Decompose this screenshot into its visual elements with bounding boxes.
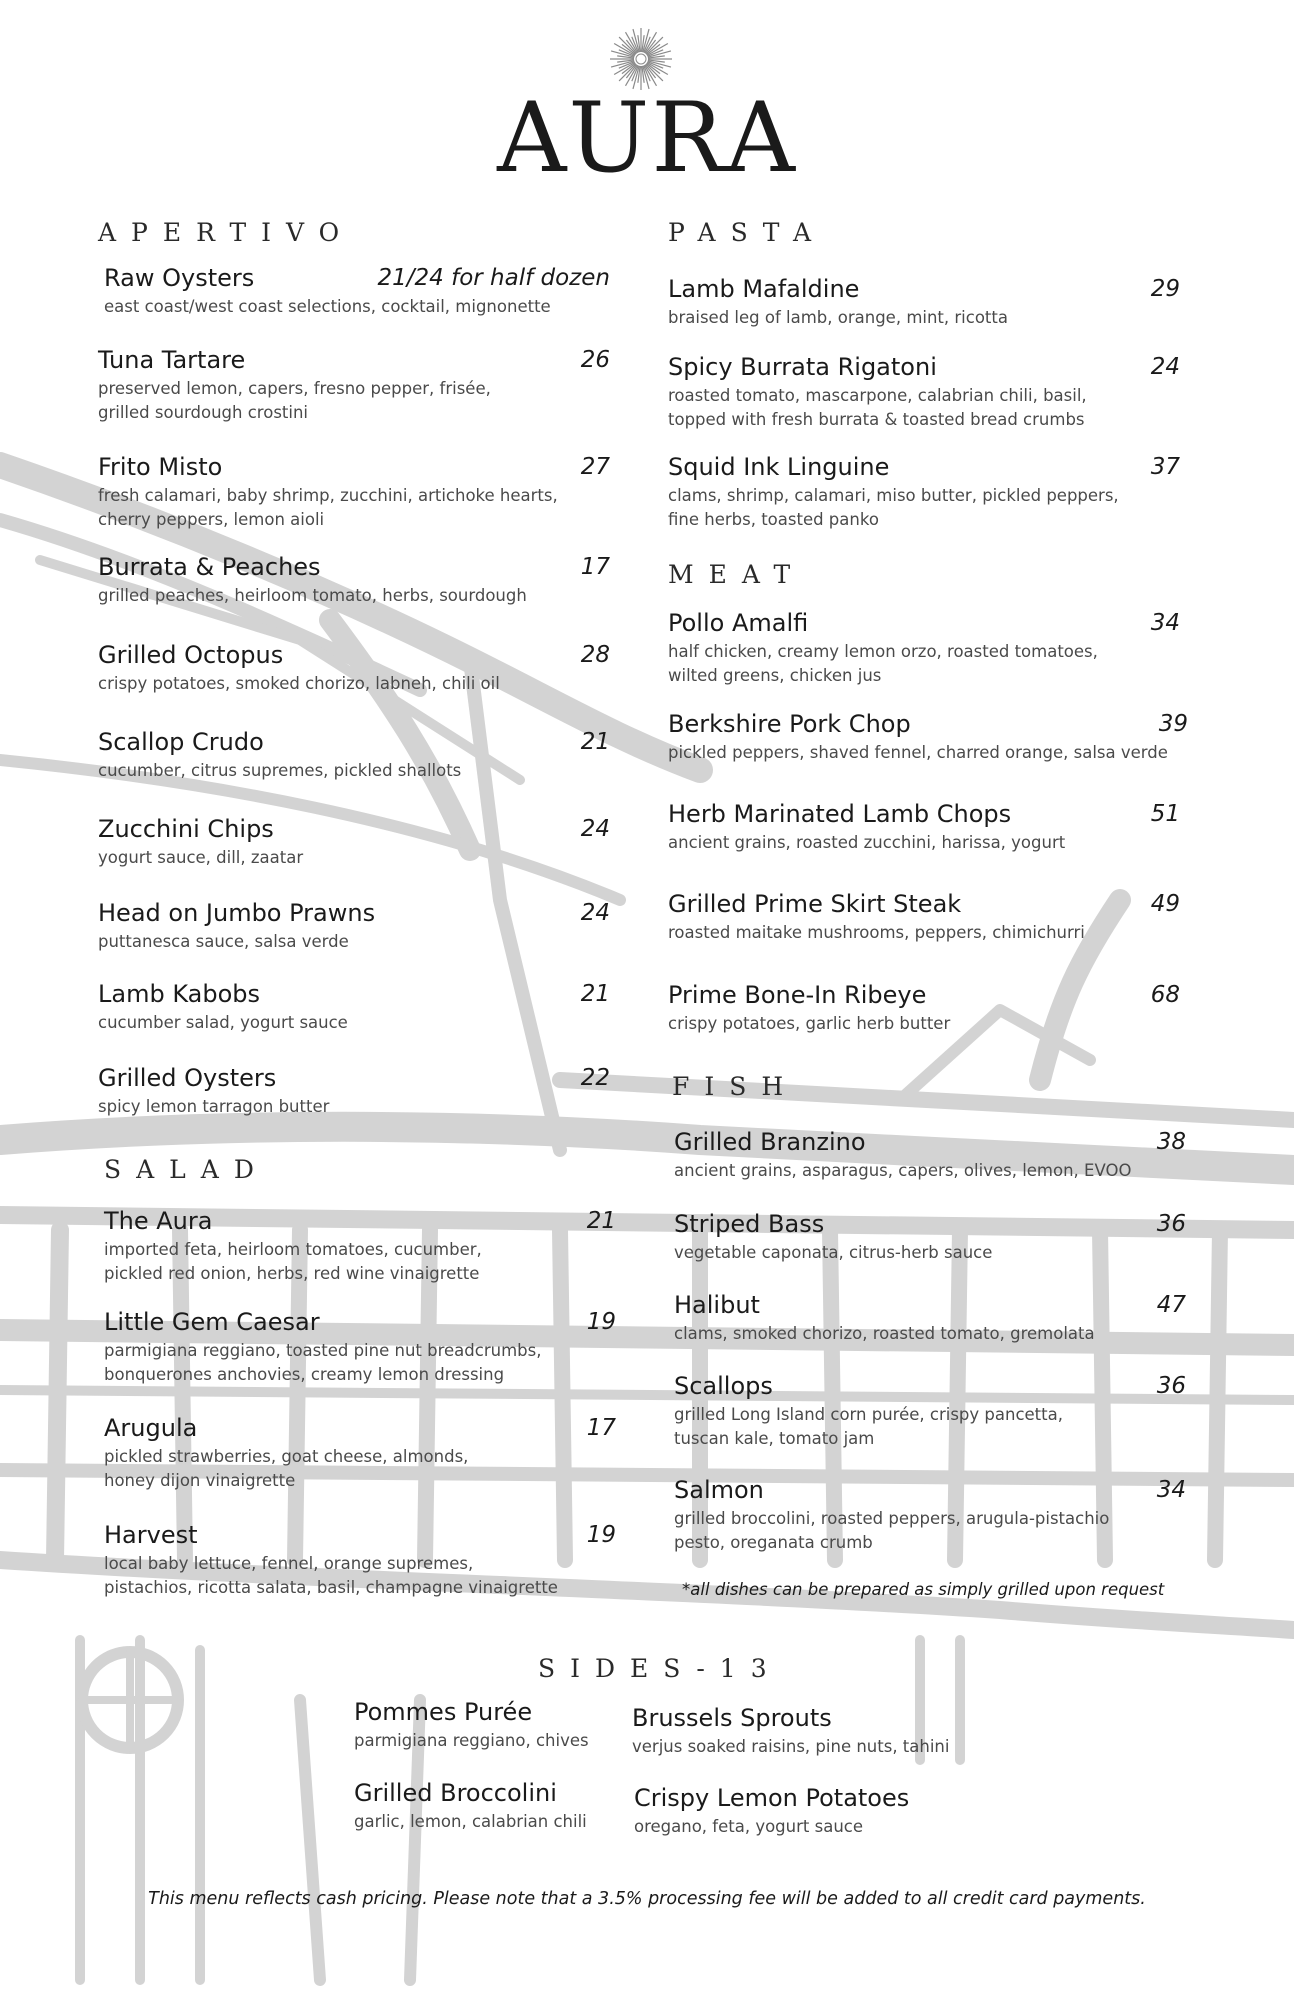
item-price: 24	[1150, 354, 1180, 380]
item-price: 21	[580, 729, 610, 755]
item-name: Berkshire Pork Chop	[668, 710, 911, 738]
item-desc: cucumber, citrus supremes, pickled shallots	[98, 761, 462, 780]
item-desc: roasted maitake mushrooms, peppers, chimichurri	[668, 923, 1085, 942]
item-desc: roasted tomato, mascarpone, calabrian chili, basil,	[668, 386, 1087, 405]
item-name: Lamb Mafaldine	[668, 275, 860, 303]
item-desc: imported feta, heirloom tomatoes, cucumber,	[104, 1240, 482, 1259]
item-price: 39	[1158, 711, 1188, 737]
section-title-pasta: PASTA	[668, 218, 827, 247]
item-name: Striped Bass	[674, 1210, 825, 1238]
menu-item	[104, 1519, 616, 1599]
item-price: 19	[586, 1522, 616, 1548]
item-price: 24	[580, 816, 610, 842]
item-price: 47	[1156, 1292, 1186, 1318]
item-desc: ancient grains, roasted zucchini, harissa, yogurt	[668, 833, 1066, 852]
item-name: Head on Jumbo Prawns	[98, 899, 376, 927]
item-desc: local baby lettuce, fennel, orange supremes,	[104, 1554, 474, 1573]
item-desc: grilled sourdough crostini	[98, 403, 309, 422]
item-name: Grilled Oysters	[98, 1064, 277, 1092]
item-desc: half chicken, creamy lemon orzo, roasted tomatoes,	[668, 642, 1098, 661]
menu-item	[668, 888, 1180, 944]
item-price: 26	[580, 347, 610, 373]
menu-item	[98, 813, 610, 869]
item-name: Pollo Amalfi	[668, 609, 809, 637]
item-name: Squid Ink Linguine	[668, 453, 890, 481]
item-desc: spicy lemon tarragon butter	[98, 1097, 330, 1116]
menu-item	[668, 798, 1180, 854]
item-name: Zucchini Chips	[98, 815, 274, 843]
item-desc: fresh calamari, baby shrimp, zucchini, artichoke hearts,	[98, 486, 558, 505]
item-name: Raw Oysters	[104, 264, 255, 292]
menu-item	[668, 979, 1180, 1035]
item-name: Crispy Lemon Potatoes	[634, 1784, 910, 1812]
item-price: 19	[586, 1309, 616, 1335]
fish-note: *all dishes can be prepared as simply grilled upon request	[682, 1580, 1165, 1599]
item-name: Arugula	[104, 1414, 198, 1442]
item-desc: pickled peppers, shaved fennel, charred orange, salsa verde	[668, 743, 1168, 762]
item-price: 22	[580, 1065, 610, 1091]
footer-note: This menu reflects cash pricing. Please note that a 3.5% processing fee will be added to all credit card payments.	[148, 1889, 1146, 1909]
item-desc: parmigiana reggiano, chives	[354, 1731, 589, 1750]
item-desc: garlic, lemon, calabrian chili	[354, 1812, 587, 1831]
item-name: Salmon	[674, 1476, 764, 1504]
item-desc: puttanesca sauce, salsa verde	[98, 932, 349, 951]
item-desc: braised leg of lamb, orange, mint, ricotta	[668, 308, 1008, 327]
section-title-apertivo: APERTIVO	[98, 218, 355, 247]
item-desc: tuscan kale, tomato jam	[674, 1429, 875, 1448]
item-desc: bonquerones anchovies, creamy lemon dressing	[104, 1365, 505, 1384]
item-name: Herb Marinated Lamb Chops	[668, 800, 1012, 828]
item-desc: fine herbs, toasted panko	[668, 510, 879, 529]
menu-item	[104, 262, 610, 318]
item-desc: oregano, feta, yogurt sauce	[634, 1817, 864, 1836]
item-desc: honey dijon vinaigrette	[104, 1471, 296, 1490]
menu-item	[98, 1062, 610, 1118]
item-desc: topped with fresh burrata & toasted bread crumbs	[668, 410, 1085, 429]
item-name: Prime Bone-In Ribeye	[668, 981, 927, 1009]
item-name: Brussels Sprouts	[632, 1704, 832, 1732]
menu-item	[668, 451, 1180, 531]
item-name: Tuna Tartare	[98, 346, 246, 374]
menu-item	[674, 1370, 1186, 1450]
item-name: Grilled Prime Skirt Steak	[668, 890, 962, 918]
menu-item	[674, 1208, 1186, 1264]
brand-logo: AURA	[497, 82, 797, 194]
menu-item	[98, 551, 610, 607]
menu-item	[634, 1782, 954, 1838]
item-name: Grilled Broccolini	[354, 1779, 557, 1807]
menu-item	[668, 607, 1180, 687]
item-desc: grilled peaches, heirloom tomato, herbs, sourdough	[98, 586, 527, 605]
item-price: 28	[580, 642, 610, 668]
item-desc: clams, shrimp, calamari, miso butter, pickled peppers,	[668, 486, 1119, 505]
item-desc: cherry peppers, lemon aioli	[98, 510, 325, 529]
item-desc: verjus soaked raisins, pine nuts, tahini	[632, 1737, 950, 1756]
item-name: The Aura	[104, 1207, 213, 1235]
item-price: 36	[1156, 1373, 1186, 1399]
item-name: Scallop Crudo	[98, 728, 264, 756]
item-name: Grilled Branzino	[674, 1128, 866, 1156]
menu-item	[674, 1289, 1186, 1345]
menu-item	[668, 351, 1180, 431]
item-desc: crispy potatoes, garlic herb butter	[668, 1014, 951, 1033]
section-title-sides: SIDES-13	[538, 1654, 782, 1683]
item-desc: parmigiana reggiano, toasted pine nut breadcrumbs,	[104, 1341, 542, 1360]
item-name: Scallops	[674, 1372, 773, 1400]
item-name: Halibut	[674, 1291, 760, 1319]
menu-item	[98, 726, 610, 782]
menu-item	[354, 1696, 614, 1752]
menu-item	[98, 639, 610, 695]
item-price: 17	[586, 1415, 616, 1441]
item-price: 68	[1150, 982, 1180, 1008]
item-price: 21	[580, 981, 610, 1007]
item-desc: pesto, oreganata crumb	[674, 1533, 873, 1552]
item-price: 38	[1156, 1129, 1186, 1155]
menu-item	[104, 1412, 616, 1492]
section-title-fish: FISH	[672, 1072, 799, 1101]
menu-item	[104, 1205, 616, 1285]
item-desc: grilled broccolini, roasted peppers, arugula-pistachio	[674, 1509, 1110, 1528]
item-desc: grilled Long Island corn purée, crispy pancetta,	[674, 1405, 1063, 1424]
menu-item	[674, 1474, 1186, 1554]
item-name: Spicy Burrata Rigatoni	[668, 353, 937, 381]
menu-item	[98, 344, 610, 424]
section-title-meat: MEAT	[668, 560, 806, 589]
item-desc: crispy potatoes, smoked chorizo, labneh, chili oil	[98, 674, 500, 693]
item-desc: cucumber salad, yogurt sauce	[98, 1013, 348, 1032]
item-price: 36	[1156, 1211, 1186, 1237]
item-price: 34	[1150, 610, 1180, 636]
menu-item	[104, 1306, 616, 1386]
item-desc: vegetable caponata, citrus-herb sauce	[674, 1243, 993, 1262]
item-desc: pickled strawberries, goat cheese, almonds,	[104, 1447, 469, 1466]
item-name: Grilled Octopus	[98, 641, 284, 669]
menu-item	[674, 1126, 1186, 1182]
item-name: Pommes Purée	[354, 1698, 533, 1726]
item-price: 21	[586, 1208, 616, 1234]
menu-item	[98, 897, 610, 953]
item-desc: pistachios, ricotta salata, basil, champagne vinaigrette	[104, 1578, 558, 1597]
item-name: Burrata & Peaches	[98, 553, 321, 581]
item-price: 51	[1150, 801, 1180, 827]
menu-item	[668, 708, 1188, 764]
menu-item	[98, 451, 610, 531]
item-name: Frito Misto	[98, 453, 223, 481]
item-name: Harvest	[104, 1521, 198, 1549]
item-price: 17	[580, 554, 610, 580]
menu-item	[98, 978, 610, 1034]
item-price: 34	[1156, 1477, 1186, 1503]
item-price: 21/24 for half dozen	[377, 265, 610, 291]
item-desc: yogurt sauce, dill, zaatar	[98, 848, 304, 867]
menu-item	[668, 273, 1180, 329]
item-price: 37	[1150, 454, 1180, 480]
item-desc: clams, smoked chorizo, roasted tomato, gremolata	[674, 1324, 1095, 1343]
item-name: Lamb Kabobs	[98, 980, 260, 1008]
section-title-salad: SALAD	[104, 1155, 269, 1184]
item-desc: preserved lemon, capers, fresno pepper, frisée,	[98, 379, 491, 398]
item-desc: wilted greens, chicken jus	[668, 666, 882, 685]
item-price: 49	[1150, 891, 1180, 917]
item-price: 27	[580, 454, 610, 480]
item-desc: pickled red onion, herbs, red wine vinaigrette	[104, 1264, 480, 1283]
item-name: Little Gem Caesar	[104, 1308, 320, 1336]
menu-item	[354, 1777, 614, 1833]
menu-item	[632, 1702, 952, 1758]
item-price: 24	[580, 900, 610, 926]
item-desc: east coast/west coast selections, cocktail, mignonette	[104, 297, 551, 316]
item-price: 29	[1150, 276, 1180, 302]
item-desc: ancient grains, asparagus, capers, olives, lemon, EVOO	[674, 1161, 1132, 1180]
